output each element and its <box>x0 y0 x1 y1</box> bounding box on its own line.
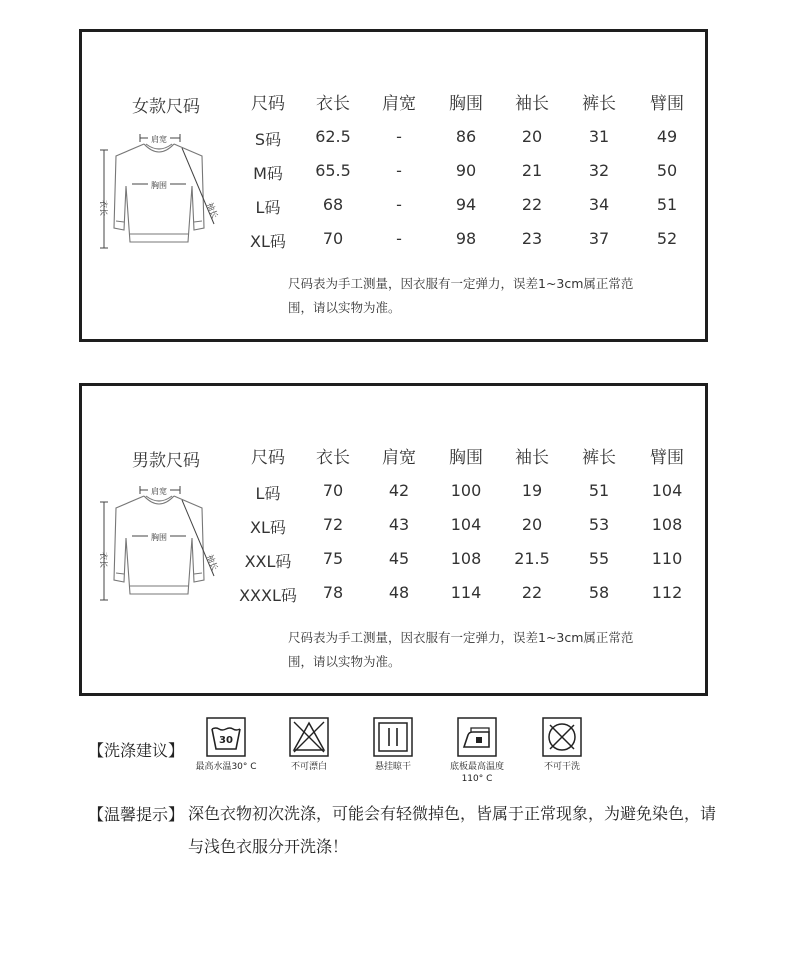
men-note-line2: 围，请以实物为准。 <box>288 654 401 669</box>
table-cell: 94 <box>455 195 477 214</box>
table-cell: - <box>396 229 402 248</box>
women-header-shoulder: 肩宽 <box>382 94 416 114</box>
men-size-panel <box>79 383 708 696</box>
table-cell: 65.5 <box>315 161 351 180</box>
women-header-length: 衣长 <box>316 94 350 114</box>
table-cell: 37 <box>588 229 610 248</box>
table-cell: - <box>396 195 402 214</box>
no-bleach-icon <box>289 717 329 757</box>
care-item-no-dry-clean <box>517 717 607 773</box>
table-cell: 51 <box>656 195 678 214</box>
men-header-pants: 裤长 <box>582 448 616 468</box>
tips-title: 【温馨提示】 <box>88 805 185 824</box>
men-size-note <box>288 626 678 674</box>
table-cell: 21 <box>521 161 543 180</box>
table-cell: 23 <box>521 229 543 248</box>
men-header-shoulder: 肩宽 <box>382 448 416 468</box>
table-cell: - <box>396 127 402 146</box>
table-cell: 32 <box>588 161 610 180</box>
women-size-note <box>288 272 678 320</box>
table-cell: 110 <box>651 549 683 568</box>
care-label: 底板最高温度 <box>449 762 504 772</box>
table-cell: - <box>396 161 402 180</box>
table-cell: 49 <box>656 127 678 146</box>
iron-icon <box>457 717 497 757</box>
women-header-arm: 臂围 <box>650 94 684 114</box>
women-header-sleeve: 袖长 <box>515 94 549 114</box>
table-cell: 86 <box>455 127 477 146</box>
table-cell: 114 <box>450 583 482 602</box>
care-item-wash-30 <box>181 717 271 773</box>
women-header-size: 尺码 <box>251 94 285 114</box>
women-sketch-shoulder: 肩宽 <box>151 135 167 144</box>
table-cell: XL码 <box>250 518 286 537</box>
hang-dry-icon <box>373 717 413 757</box>
table-cell: 112 <box>651 583 683 602</box>
table-cell: 98 <box>455 229 477 248</box>
table-cell: XXL码 <box>244 552 292 571</box>
table-cell: XL码 <box>250 232 286 251</box>
table-cell: 70 <box>322 229 344 248</box>
care-label: 最高水温30° C <box>195 762 257 772</box>
table-cell: M码 <box>253 164 283 183</box>
table-cell: 52 <box>656 229 678 248</box>
table-cell: 104 <box>651 481 683 500</box>
table-cell: 108 <box>450 549 482 568</box>
tips-text: 深色衣物初次洗涤，可能会有轻微掉色，皆属于正常现象，为避免染色，请与浅色衣服分开洗涤！ <box>188 804 717 856</box>
table-cell: 31 <box>588 127 610 146</box>
care-label-temp: 110° C <box>461 774 493 784</box>
wash-30-icon <box>206 717 246 757</box>
women-sketch-sleeve: 袖长 <box>205 201 220 220</box>
men-sketch-sleeve: 袖长 <box>205 553 220 572</box>
table-cell: 62.5 <box>315 127 351 146</box>
men-header-size: 尺码 <box>251 448 285 468</box>
men-sketch-length: 衣长 <box>99 552 108 568</box>
men-note-line1: 尺码表为手工测量，因衣服有一定弹力，误差1~3cm属正常范 <box>288 630 634 645</box>
table-cell: L码 <box>255 198 281 217</box>
men-sketch-shoulder: 肩宽 <box>151 487 167 496</box>
men-size-title: 男款尺码 <box>132 451 200 471</box>
table-cell: 58 <box>588 583 610 602</box>
women-header-pants: 裤长 <box>582 94 616 114</box>
table-cell: 50 <box>656 161 678 180</box>
wash-temp-text: 30 <box>219 735 233 746</box>
care-item-no-bleach <box>264 717 354 773</box>
women-sketch-length: 衣长 <box>99 200 108 216</box>
care-label: 不可干洗 <box>543 762 580 772</box>
table-cell: 42 <box>388 481 410 500</box>
women-note-line1: 尺码表为手工测量，因衣服有一定弹力，误差1~3cm属正常范 <box>288 276 634 291</box>
table-cell: XXXL码 <box>239 586 297 605</box>
table-cell: S码 <box>254 130 282 149</box>
women-note-line2: 围，请以实物为准。 <box>288 300 401 315</box>
table-cell: 34 <box>588 195 610 214</box>
table-cell: 75 <box>322 549 344 568</box>
table-cell: 43 <box>388 515 410 534</box>
table-cell: 20 <box>521 515 543 534</box>
care-item-iron <box>432 717 522 785</box>
table-cell: L码 <box>255 484 281 503</box>
table-cell: 78 <box>322 583 344 602</box>
table-cell: 100 <box>450 481 482 500</box>
table-cell: 21.5 <box>514 549 550 568</box>
men-header-sleeve: 袖长 <box>515 448 549 468</box>
table-cell: 68 <box>322 195 344 214</box>
table-cell: 20 <box>521 127 543 146</box>
table-cell: 90 <box>455 161 477 180</box>
men-sketch-chest: 胸围 <box>151 533 167 542</box>
men-sweatshirt-sketch <box>96 476 226 616</box>
women-size-title: 女款尺码 <box>132 97 200 117</box>
men-header-chest: 胸围 <box>449 448 483 468</box>
care-label: 悬挂晾干 <box>374 762 411 772</box>
table-cell: 22 <box>521 583 543 602</box>
men-header-length: 衣长 <box>316 448 350 468</box>
table-cell: 51 <box>588 481 610 500</box>
table-cell: 19 <box>521 481 543 500</box>
table-cell: 55 <box>588 549 610 568</box>
women-sketch-chest: 胸围 <box>151 181 167 190</box>
men-header-arm: 臂围 <box>650 448 684 468</box>
women-size-panel <box>79 29 708 342</box>
table-cell: 22 <box>521 195 543 214</box>
table-cell: 108 <box>651 515 683 534</box>
table-cell: 104 <box>450 515 482 534</box>
table-cell: 48 <box>388 583 410 602</box>
table-cell: 53 <box>588 515 610 534</box>
women-sweatshirt-sketch <box>96 124 226 264</box>
table-cell: 70 <box>322 481 344 500</box>
no-dry-clean-icon <box>542 717 582 757</box>
table-cell: 72 <box>322 515 344 534</box>
care-item-hang-dry <box>348 717 438 773</box>
care-label: 不可漂白 <box>290 762 327 772</box>
women-header-chest: 胸围 <box>449 94 483 114</box>
washing-title: 【洗涤建议】 <box>88 741 185 760</box>
table-cell: 45 <box>388 549 410 568</box>
